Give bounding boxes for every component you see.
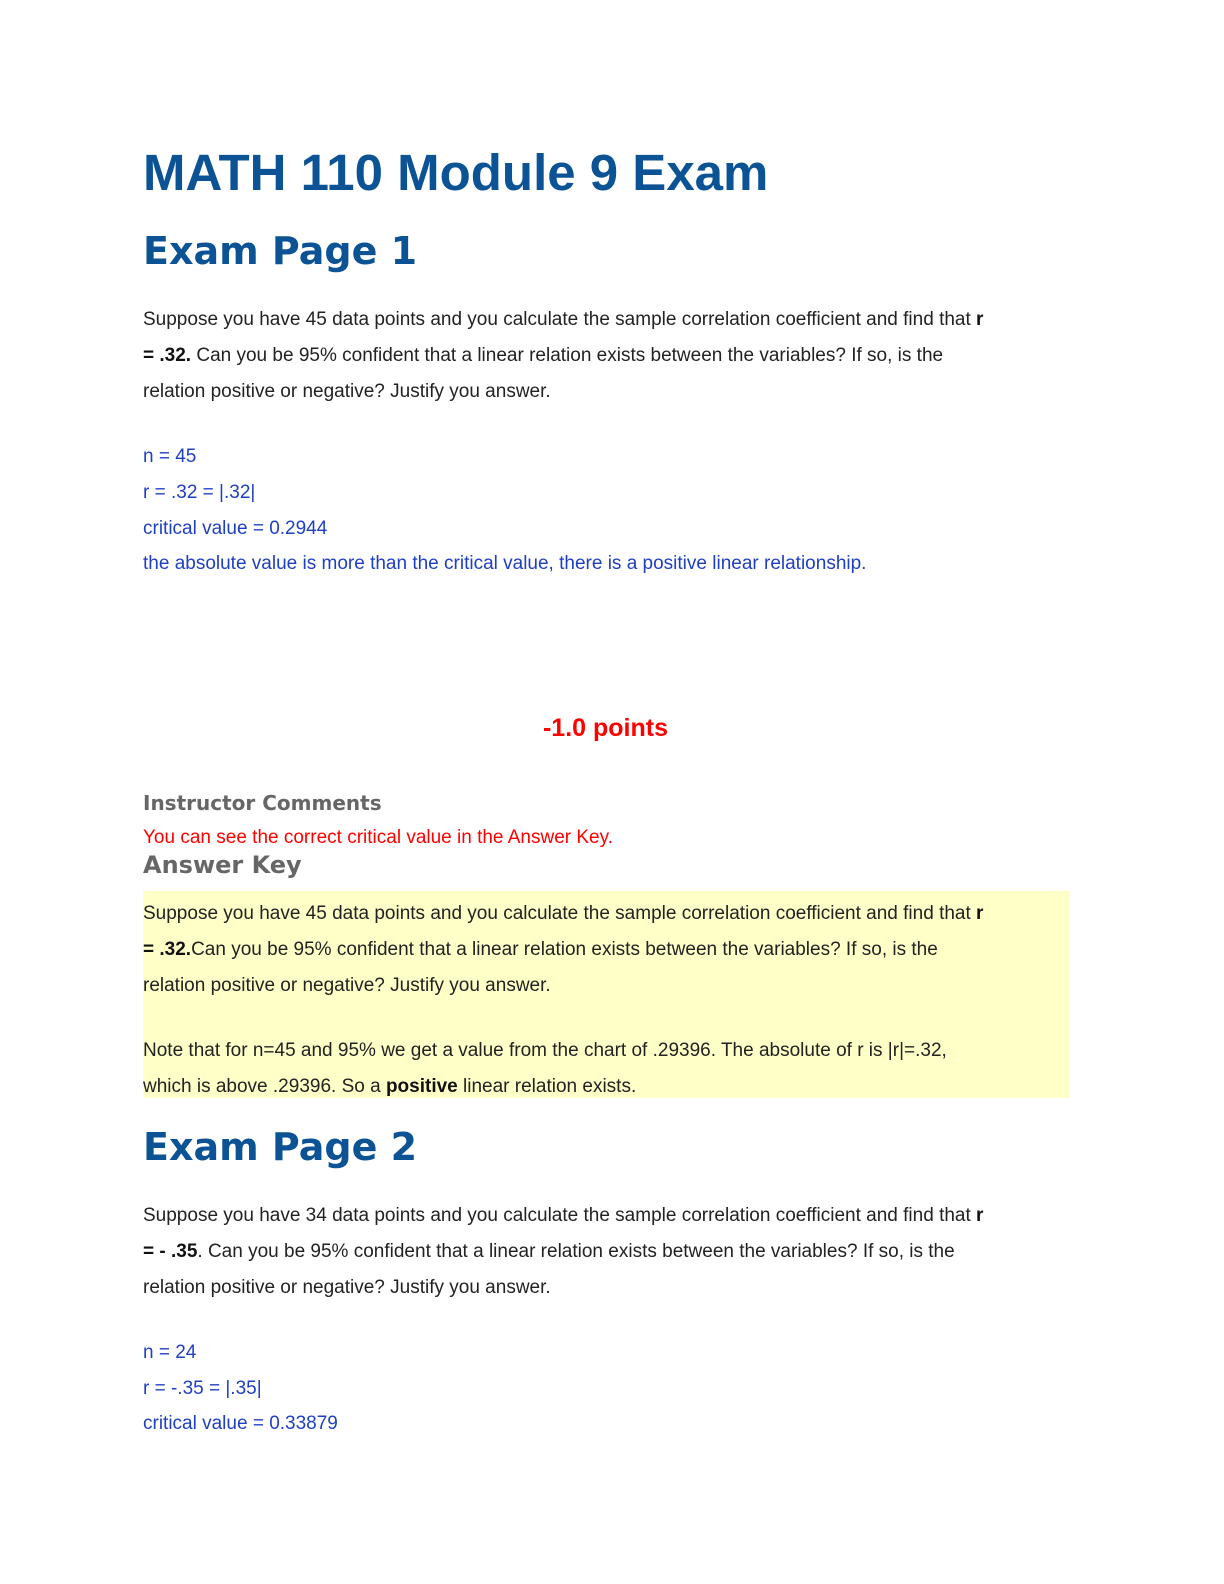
answer-key-text: Can you be 95% confident that a linear relation exists between the variables? If so, is the [191,939,938,960]
page2-question-line-1 [143,1198,1068,1234]
question-bold: r [976,309,984,330]
page1-question-line-1 [143,302,1068,338]
answer-key-note-text: linear relation exists. [457,1076,637,1097]
page2-question [143,1198,1068,1306]
question-text: Can you be 95% confident that a linear relation exists between the variables? If so, is the [191,345,944,366]
page2-answer-critical-value: critical value = 0.33879 [143,1413,338,1434]
answer-key-line-3: relation positive or negative? Justify you answer. [143,975,551,996]
page2-answer-r: r = -.35 = |.35| [143,1378,262,1399]
question-text: . Can you be 95% confident that a linear relation exists between the variables? If so, is the [197,1241,955,1262]
answer-key-bold: r [976,903,984,924]
answer-key-note-line-1: Note that for n=45 and 95% we get a value from the chart of .29396. The absolute of r is |r|=.32, [143,1040,947,1061]
exam-page-2-heading: Exam Page 2 [143,1125,418,1169]
page1-answer-n: n = 45 [143,446,197,467]
answer-key-note-line-2 [143,1069,1068,1105]
instructor-comments-heading: Instructor Comments [143,791,382,815]
question-bold: = - .35 [143,1241,198,1262]
page1-question-line-2 [143,338,1068,374]
answer-key-note-bold: positive [385,1076,458,1097]
exam-page-1-heading: Exam Page 1 [143,229,418,273]
document-title: MATH 110 Module 9 Exam [143,144,769,201]
question-bold: = .32. [143,345,192,366]
answer-key-question [143,896,1068,1004]
answer-key-line-1 [143,896,1068,932]
points-score: -1.0 points [542,714,668,742]
answer-key-text: Suppose you have 45 data points and you calculate the sample correlation coefficient and find that [143,903,977,924]
question-bold: r [976,1205,984,1226]
page1-question [143,302,1068,410]
answer-key-line-2 [143,932,1068,968]
page1-answer-r: r = .32 = |.32| [143,482,256,503]
page1-answer-conclusion: the absolute value is more than the critical value, there is a positive linear relationship. [143,553,867,574]
answer-key-note [143,1033,1068,1105]
page1-answer-critical-value: critical value = 0.2944 [143,518,328,539]
answer-key-bold: = .32. [143,939,192,960]
question-text: Suppose you have 45 data points and you calculate the sample correlation coefficient and find that [143,309,977,330]
page1-question-line-3: relation positive or negative? Justify you answer. [143,381,551,402]
question-text: Suppose you have 34 data points and you calculate the sample correlation coefficient and find that [143,1205,977,1226]
answer-key-note-text: which is above .29396. So a [143,1076,386,1097]
page2-question-line-2 [143,1234,1068,1270]
instructor-comment: You can see the correct critical value in the Answer Key. [143,827,613,848]
page2-question-line-3: relation positive or negative? Justify you answer. [143,1277,551,1298]
page2-answer-n: n = 24 [143,1342,197,1363]
answer-key-heading: Answer Key [143,851,302,879]
